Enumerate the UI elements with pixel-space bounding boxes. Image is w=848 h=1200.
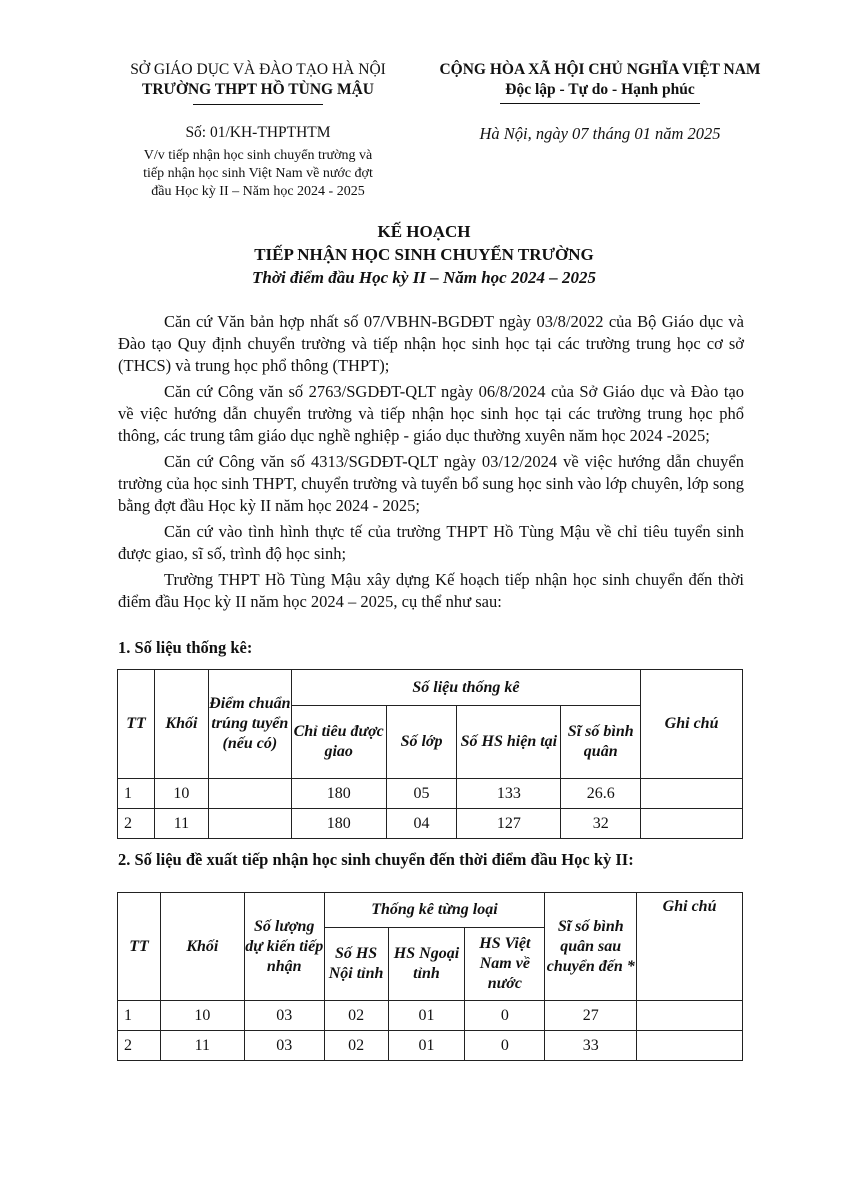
cell-si-so: 26.6 <box>561 779 641 809</box>
table-row <box>118 1031 743 1061</box>
header-group: Thống kê từng loại <box>324 893 545 928</box>
cell-tt: 2 <box>118 809 155 839</box>
subject-line: đầu Học kỳ II – Năm học 2024 - 2025 <box>151 184 365 199</box>
cell-ghi-chu <box>637 1031 743 1061</box>
cell-so-lop: 05 <box>386 779 457 809</box>
paragraph: Căn cứ Công văn số 2763/SGDĐT-QLT ngày 06/8/2024 của Sở Giáo dục và Đào tạo về việc hướng dẫn chuyển trường và tiếp nhận học sinh học tại các trường trung học phổ thông, các trung tâm giáo dục nghề nghiệp - giáo dục thường xuyên năm học 2024 -2025; <box>118 382 744 445</box>
cell-ghi-chu <box>637 1001 743 1031</box>
title-subline: Thời điểm đầu Học kỳ II – Năm học 2024 – 2025 <box>252 268 596 287</box>
cell-so-hs: 133 <box>457 779 561 809</box>
document-title <box>0 220 848 289</box>
cell-viet-nam: 0 <box>465 1001 545 1031</box>
cell-noi-tinh: 02 <box>324 1001 388 1031</box>
issuer-underline <box>193 104 323 105</box>
document-subject <box>108 147 408 201</box>
national-motto-block <box>420 60 780 104</box>
cell-diem <box>208 809 291 839</box>
header-khoi: Khối <box>160 893 244 1001</box>
header-tt: TT <box>118 893 161 1001</box>
cell-so-luong: 03 <box>244 1031 324 1061</box>
statistics-table <box>117 669 743 839</box>
national-name: CỘNG HÒA XÃ HỘI CHỦ NGHĨA VIỆT NAM <box>439 61 761 78</box>
header-group: Số liệu thống kê <box>291 670 640 706</box>
cell-viet-nam: 0 <box>465 1031 545 1061</box>
table-row <box>118 809 743 839</box>
title-line: TIẾP NHẬN HỌC SINH CHUYỂN TRƯỜNG <box>254 245 594 264</box>
cell-diem <box>208 779 291 809</box>
issuer-department: SỞ GIÁO DỤC VÀ ĐÀO TẠO HÀ NỘI <box>130 61 386 78</box>
section-heading: 1. Số liệu thống kê: <box>118 638 253 657</box>
cell-khoi: 11 <box>154 809 208 839</box>
cell-chi-tieu: 180 <box>291 779 386 809</box>
cell-ngoai-tinh: 01 <box>388 1001 465 1031</box>
proposal-table <box>117 892 743 1061</box>
issuer-block <box>108 60 408 105</box>
cell-khoi: 10 <box>160 1001 244 1031</box>
header-si-so-sau: Sĩ số bình quân sau chuyển đến * <box>545 893 637 1001</box>
paragraph: Căn cứ vào tình hình thực tế của trường THPT Hồ Tùng Mậu về chỉ tiêu tuyển sinh được giao, sĩ số, trình độ học sinh; <box>118 522 744 563</box>
cell-tt: 2 <box>118 1031 161 1061</box>
cell-si-so: 27 <box>545 1001 637 1031</box>
cell-ghi-chu <box>641 779 743 809</box>
header-ghi-chu: Ghi chú <box>637 893 743 1001</box>
motto-underline <box>500 103 700 104</box>
cell-so-lop: 04 <box>386 809 457 839</box>
cell-noi-tinh: 02 <box>324 1031 388 1061</box>
cell-si-so: 33 <box>545 1031 637 1061</box>
national-motto: Độc lập - Tự do - Hạnh phúc <box>505 81 695 98</box>
cell-so-hs: 127 <box>457 809 561 839</box>
paragraph: Trường THPT Hồ Tùng Mậu xây dựng Kế hoạch tiếp nhận học sinh chuyển đến thời điểm đầu Học kỳ II năm học 2024 – 2025, cụ thể như sau: <box>118 570 744 611</box>
header-chi-tieu: Chỉ tiêu được giao <box>291 706 386 779</box>
cell-so-luong: 03 <box>244 1001 324 1031</box>
header-so-luong: Số lượng dự kiến tiếp nhận <box>244 893 324 1001</box>
header-khoi: Khối <box>154 670 208 779</box>
subject-line: tiếp nhận học sinh Việt Nam về nước đợt <box>143 166 373 181</box>
header-so-lop: Số lớp <box>386 706 457 779</box>
cell-ghi-chu <box>641 809 743 839</box>
paragraph: Căn cứ Công văn số 4313/SGDĐT-QLT ngày 03/12/2024 về việc hướng dẫn chuyển trường của học sinh THPT, chuyển trường và tuyển bổ sung học sinh vào lớp chuyên, lớp song bằng đợt đầu Học kỳ II năm học 2024 - 2025; <box>118 452 744 515</box>
cell-ngoai-tinh: 01 <box>388 1031 465 1061</box>
title-line: KẾ HOẠCH <box>377 222 471 241</box>
paragraph: Căn cứ Văn bản hợp nhất số 07/VBHN-BGDĐT ngày 03/8/2022 của Bộ Giáo dục và Đào tạo Quy định chuyển trường và tiếp nhận học sinh học tại các trường trung học cơ sở (THCS) và trung học phổ thông (THPT); <box>118 312 744 375</box>
header-ngoai-tinh: HS Ngoại tỉnh <box>388 928 465 1001</box>
header-ghi-chu: Ghi chú <box>641 670 743 779</box>
header-viet-nam: HS Việt Nam về nước <box>465 928 545 1001</box>
cell-khoi: 11 <box>160 1031 244 1061</box>
cell-si-so: 32 <box>561 809 641 839</box>
cell-tt: 1 <box>118 779 155 809</box>
cell-chi-tieu: 180 <box>291 809 386 839</box>
document-body <box>118 311 744 617</box>
subject-line: V/v tiếp nhận học sinh chuyển trường và <box>143 148 373 163</box>
header-diem-chuan: Điểm chuẩn trúng tuyển (nếu có) <box>208 670 291 779</box>
section-heading: 2. Số liệu đề xuất tiếp nhận học sinh chuyển đến thời điểm đầu Học kỳ II: <box>118 850 634 869</box>
issuer-school: TRƯỜNG THPT HỒ TÙNG MẬU <box>142 81 374 98</box>
table-row <box>118 1001 743 1031</box>
cell-tt: 1 <box>118 1001 161 1031</box>
document-date: Hà Nội, ngày 07 tháng 01 năm 2025 <box>479 124 721 143</box>
cell-khoi: 10 <box>154 779 208 809</box>
header-tt: TT <box>118 670 155 779</box>
document-number: Số: 01/KH-THPTHTM <box>185 124 331 141</box>
table-row <box>118 779 743 809</box>
header-so-hs: Số HS hiện tại <box>457 706 561 779</box>
header-noi-tinh: Số HS Nội tỉnh <box>324 928 388 1001</box>
header-si-so: Sĩ số bình quân <box>561 706 641 779</box>
